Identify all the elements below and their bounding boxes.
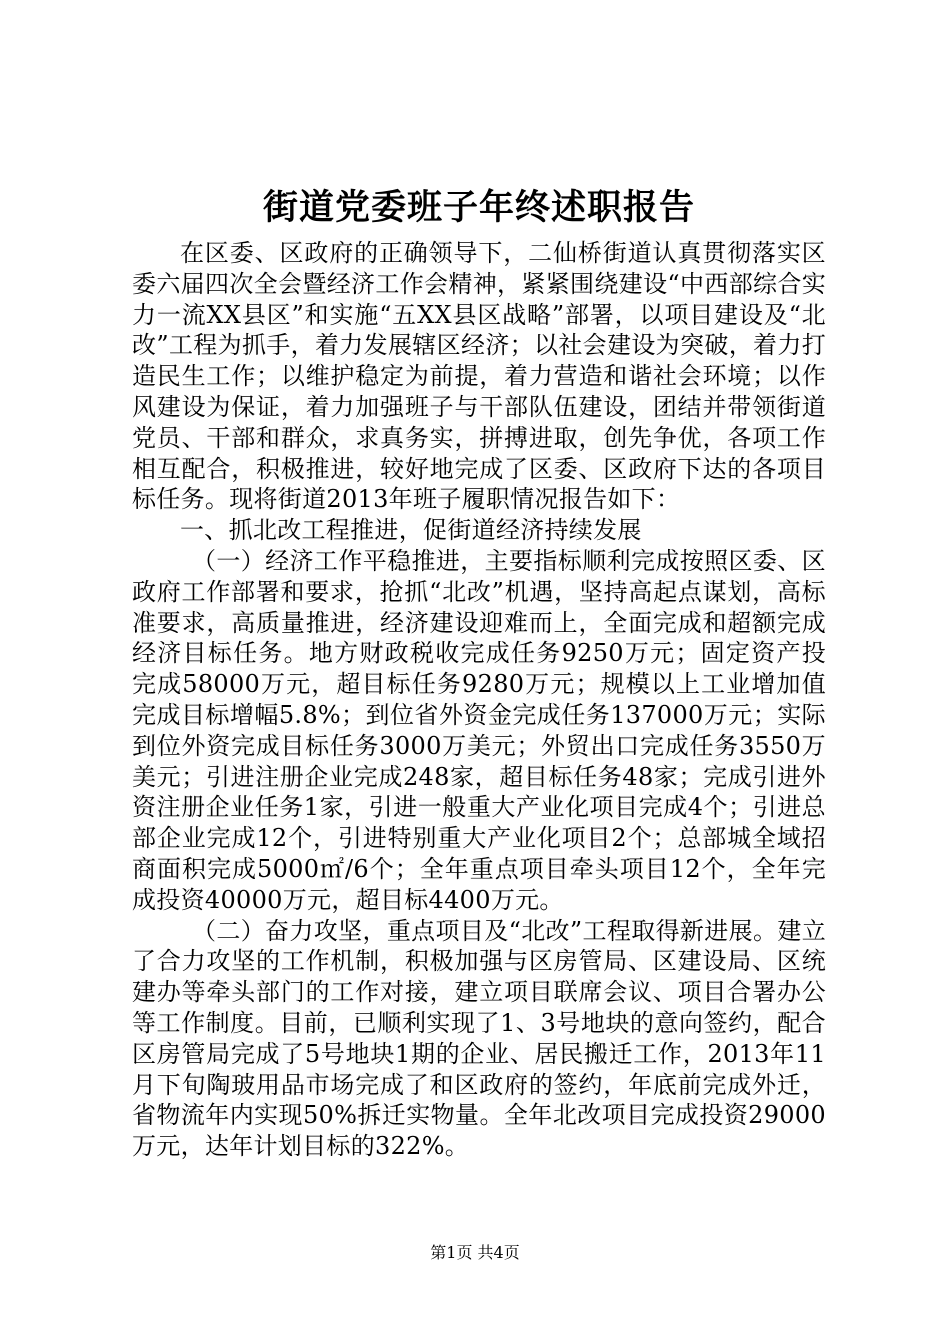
section-heading: 一、抓北改工程推进，促街道经济持续发展 bbox=[180, 516, 642, 545]
subsection-two-paragraph: （二）奋力攻坚，重点项目及“北改”工程取得新进展。建立了合力攻坚的工作机制，积极加强与区房管局、区建设局、区统建办等牵头部门的工作对接，建立项目联席会议、项目合署办公等工作制度。目前，已顺利实现了1、3号地块的意向签约，配合区房管局完成了5号地块1期的企业、居民搬迁工作，2013年11月下旬陶玻用品市场完成了和区政府的签约，年底前完成外迁，省物流年内实现50%拆迁实物量。全年北改项目完成投资29000万元，达年计划目标的322%。 bbox=[132, 916, 826, 1161]
subsection-one-paragraph: （一）经济工作平稳推进，主要指标顺利完成按照区委、区政府工作部署和要求，抢抓“北改”机遇，坚持高起点谋划，高标准要求，高质量推进，经济建设迎难而上，全面完成和超额完成经济目标任务。地方财政税收完成任务9250万元；固定资产投完成58000万元，超目标任务9280万元；规模以上工业增加值完成目标增幅5.8%；到位省外资金完成任务137000万元；实际到位外资完成目标任务3000万美元；外贸出口完成任务3550万美元；引进注册企业完成248家，超目标任务48家；完成引进外资注册企业任务1家，引进一般重大产业化项目完成4个；引进总部企业完成12个，引进特别重大产业化项目2个；总部城全域招商面积完成5000㎡/6个；全年重点项目牵头项目12个，全年完成投资40000万元，超目标4400万元。 bbox=[132, 546, 826, 914]
document-title: 街道党委班子年终述职报告 bbox=[262, 187, 695, 228]
intro-paragraph: 在区委、区政府的正确领导下，二仙桥街道认真贯彻落实区委六届四次全会暨经济工作会精神，紧紧围绕建设“中西部综合实力一流XX县区”和实施“五XX县区战略”部署，以项目建设及“北改”工程为抓手，着力发展辖区经济；以社会建设为突破，着力打造民生工作；以维护稳定为前提，着力营造和谐社会环境；以作风建设为保证，着力加强班子与干部队伍建设，团结并带领街道党员、干部和群众，求真务实，拼搏进取，创先争优，各项工作相互配合，积极推进，较好地完成了区委、区政府下达的各项目标任务。现将街道2013年班子履职情况报告如下： bbox=[132, 239, 826, 514]
document-page bbox=[132, 182, 826, 1162]
page-footer: 第1页 共4页 bbox=[430, 1243, 520, 1262]
